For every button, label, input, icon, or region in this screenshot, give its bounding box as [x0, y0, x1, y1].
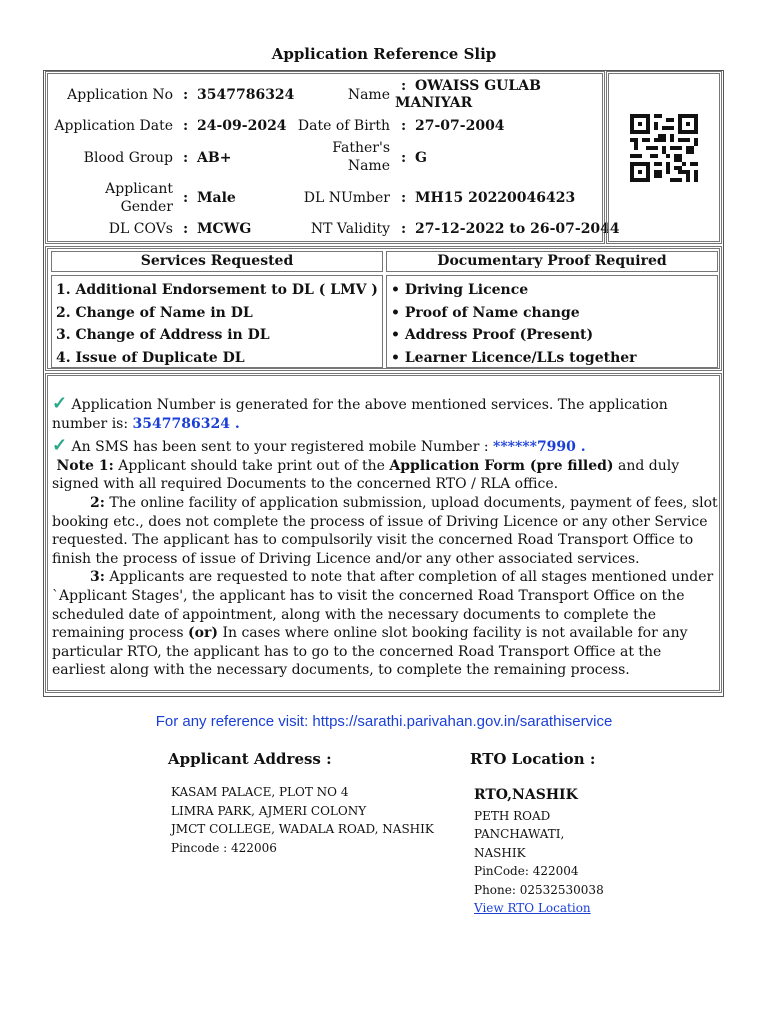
qr-code-icon: [630, 114, 698, 182]
note-1-bold: Application Form (pre filled): [389, 457, 614, 474]
slip-title: Application Reference Slip: [271, 45, 497, 63]
application-date-label: Application Date: [54, 118, 173, 134]
documentary-proof-header: Documentary Proof Required: [386, 251, 718, 272]
note-1-text-b: and duly signed with all required Documents to the concerned RTO / RLA office.: [52, 457, 680, 493]
father-name-value: G: [415, 150, 427, 166]
note-1: [52, 457, 718, 494]
colon: :: [183, 150, 189, 166]
note-2-text: The online facility of application submission, upload documents, payment of fees, slot booking etc., does not complete the process of issue of Driving Licence or any other Service requested. The applicant has to compulsorily visit the concerned Road Transport Office to finish the process of issue of Driving Licence and/or any other associated services.: [52, 494, 718, 567]
colon: :: [401, 221, 407, 237]
colon: :: [183, 118, 189, 134]
dl-covs-value: MCWG: [197, 221, 252, 237]
application-number-highlight: 3547786324 .: [132, 415, 240, 432]
nt-validity-label: NT Validity: [310, 221, 390, 237]
dl-number-label: DL NUmber: [303, 190, 390, 206]
proof-item: • Driving Licence: [391, 282, 529, 298]
note-3-text-b: In cases where online slot booking facility is not available for any particular RTO, the applicant has to go to the concerned Road Transport Office at the earliest along with the necessary documents, to complete the remaining process.: [52, 625, 688, 679]
services-list: [51, 275, 383, 368]
note-3-label: 3:: [90, 569, 105, 586]
sms-text: An SMS has been sent to your registered mobile Number :: [71, 439, 489, 456]
checkmark-icon: ✓: [52, 435, 68, 457]
dob-label: Date of Birth: [297, 118, 390, 134]
note-3-bold: (or): [188, 625, 218, 642]
father-label-line2: Name: [347, 158, 390, 174]
address-line: Pincode : 422006: [171, 840, 277, 855]
view-rto-location-link[interactable]: View RTO Location: [474, 901, 591, 915]
proofs-list: [386, 275, 718, 368]
applicant-address-heading: Applicant Address :: [168, 750, 332, 768]
father-label-line1: Father's: [332, 140, 390, 156]
application-number-message: [52, 395, 718, 433]
gender-label-line2: Gender: [120, 199, 173, 215]
colon: :: [401, 150, 407, 166]
application-no-label: Application No: [67, 87, 173, 103]
colon: :: [183, 221, 189, 237]
rto-line: NASHIK: [474, 845, 526, 860]
services-requested-header: Services Requested: [51, 251, 383, 272]
note-1-label: Note 1:: [56, 457, 114, 474]
name-value-line1: OWAISS GULAB: [415, 78, 541, 94]
rto-line: PinCode: 422004: [474, 864, 579, 878]
application-date-value: 24-09-2024: [197, 118, 287, 134]
checkmark-icon: ✓: [52, 393, 68, 414]
blood-group-label: Blood Group: [83, 150, 173, 166]
address-line: LIMRA PARK, AJMERI COLONY: [171, 803, 367, 818]
note-2-label: 2:: [90, 494, 105, 511]
rto-line: PANCHAWATI,: [474, 827, 565, 841]
notes-content: [52, 395, 718, 680]
colon: :: [183, 87, 189, 103]
name-label: Name: [347, 87, 390, 103]
colon: :: [183, 190, 189, 206]
reference-link[interactable]: For any reference visit: https://sarathi.parivahan.gov.in/sarathiservice: [155, 713, 613, 730]
rto-name: RTO,NASHIK: [474, 787, 578, 803]
service-item: 1. Additional Endorsement to DL ( LMV ): [56, 282, 378, 298]
colon: :: [401, 118, 407, 134]
gender-value: Male: [197, 190, 236, 206]
application-no-value: 3547786324: [197, 87, 295, 103]
address-line: KASAM PALACE, PLOT NO 4: [171, 785, 349, 799]
note-3-text-a: Applicants are requested to note that after completion of all stages mentioned under `Applicant Stages', the applicant has to visit the concerned Road Transport Office on the scheduled date of appointment, along with the necessary documents to complete the remaining process: [52, 569, 714, 642]
dl-covs-label: DL COVs: [108, 221, 173, 237]
proof-item: • Proof of Name change: [391, 304, 580, 321]
applicant-address-block: [171, 783, 434, 857]
proof-item: • Address Proof (Present): [391, 327, 594, 343]
message-text: Application Number is generated for the above mentioned services. The application number is:: [52, 397, 668, 432]
rto-location-heading: RTO Location :: [470, 750, 596, 768]
address-line: JMCT COLLEGE, WADALA ROAD, NASHIK: [171, 822, 434, 836]
gender-label-line1: Applicant: [105, 181, 173, 197]
dl-number-value: MH15 20220046423: [415, 190, 576, 206]
note-1-text-a: Applicant should take print out of the: [118, 457, 385, 474]
proof-item: • Learner Licence/LLs together: [391, 349, 637, 366]
service-item: 2. Change of Name in DL: [56, 304, 253, 321]
mobile-number-highlight: ******7990 .: [493, 439, 586, 456]
rto-location-block: [474, 786, 604, 918]
note-2: [52, 494, 718, 568]
note-3: [52, 568, 718, 680]
nt-validity-value: 27-12-2022 to 26-07-2044: [415, 221, 620, 237]
blood-group-value: AB+: [197, 150, 232, 166]
dob-value: 27-07-2004: [415, 118, 505, 134]
service-item: 4. Issue of Duplicate DL: [56, 349, 245, 366]
colon: :: [401, 190, 407, 206]
colon: :: [401, 78, 407, 94]
rto-line: PETH ROAD: [474, 808, 551, 823]
sms-message: [52, 437, 718, 457]
service-item: 3. Change of Address in DL: [56, 327, 270, 343]
name-value-line2: MANIYAR: [395, 95, 473, 111]
rto-line: Phone: 02532530038: [474, 882, 604, 897]
